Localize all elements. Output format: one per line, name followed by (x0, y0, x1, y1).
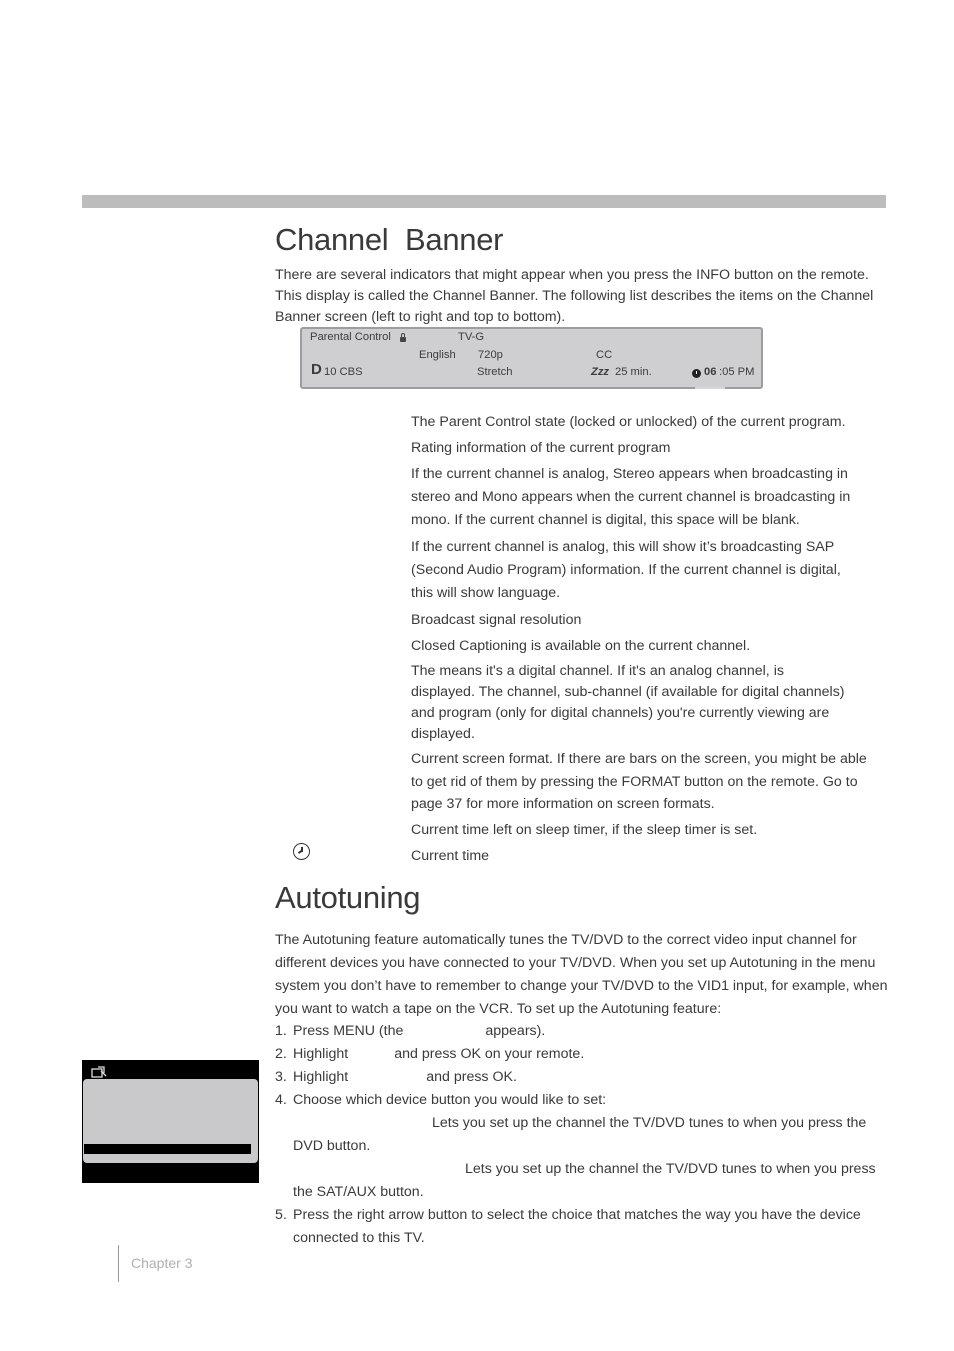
step-2: 2. Highlight and press OK on your remote. (275, 1046, 585, 1062)
channel-banner-heading: Channel Banner (275, 222, 504, 257)
sleep-icon: Zzz (591, 366, 610, 378)
footer-divider (118, 1245, 119, 1282)
step-4: 4. Choose which device button you would like to set: (275, 1092, 607, 1108)
banner-parental-control: Parental Control (310, 331, 391, 343)
desc-digital: The means it's a digital channel. If it's an analog channel, is displayed. The channel, sub-channel (if available for digital channels) and program (only for digital channels) you're currently viewing are displayed. (411, 663, 845, 742)
section-header-bar (82, 195, 886, 208)
step-5: 5. Press the right arrow button to select the choice that matches the way you have the device connected to this TV. (275, 1207, 861, 1246)
desc-cc: Closed Captioning is available on the current channel. (411, 638, 751, 654)
banner-cc: CC (596, 349, 613, 361)
banner-time-rest: :05 PM (719, 366, 755, 378)
channel-banner-intro: There are several indicators that might appear when you press the INFO button on the remote. This display is called the Channel Banner. The following list describes the items on the Channel Banner screen (left to right and top to bottom). (275, 267, 874, 325)
banner-rating: TV-G (458, 331, 485, 343)
step-3: 3. Highlight and press OK. (275, 1069, 517, 1085)
menu-highlight-row (84, 1144, 251, 1154)
lock-icon (400, 337, 406, 342)
desc-resolution: Broadcast signal resolution (411, 612, 582, 628)
autotuning-intro: The Autotuning feature automatically tunes the TV/DVD to the correct video input channel for different devices you have connected to your TV/DVD. When you set up Autotuning in the menu system you don’t have to remember to change your TV/DVD to the VID1 input, for example, when you want to watch a tape on the VCR. To set up the Autotuning feature: (275, 932, 888, 1017)
banner-underline (695, 387, 725, 389)
digital-channel-icon: D (311, 361, 322, 378)
desc-time: Current time (411, 848, 490, 864)
channel-banner-screen (300, 327, 763, 389)
step-4-dvd: Lets you set up the channel the TV/DVD tunes to when you press the DVD button. (293, 1115, 867, 1154)
banner-format: Stretch (477, 366, 513, 378)
clock-icon (293, 843, 310, 860)
setup-icon (91, 1066, 107, 1078)
desc-stereo: If the current channel is analog, Stereo appears when broadcasting in stereo and Mono appears when the current channel is broadcasting in mono. If the current channel is digital, this space will be blank. (411, 466, 851, 528)
banner-time-hour: 06 (704, 366, 717, 378)
banner-channel: 10 CBS (324, 366, 363, 378)
step-4-sat: Lets you set up the channel the TV/DVD tunes to when you press the SAT/AUX button. (293, 1161, 876, 1200)
menu-screenshot (82, 1060, 259, 1183)
desc-parental-control: The Parent Control state (locked or unlocked) of the current program. (411, 414, 846, 430)
menu-panel (83, 1079, 258, 1163)
banner-sleep-time: 25 min. (615, 366, 652, 378)
clock-icon (692, 369, 701, 378)
banner-resolution: 720p (478, 349, 503, 361)
step-1: 1. Press MENU (the appears). (275, 1023, 546, 1039)
banner-language: English (419, 349, 456, 361)
desc-sap: If the current channel is analog, this will show it’s broadcasting SAP (Second Audio Program) information. If the current channel is digital, this will show language. (411, 539, 841, 601)
footer-chapter: Chapter 3 (131, 1255, 193, 1271)
desc-format: Current screen format. If there are bars on the screen, you might be able to get rid of them by pressing the FORMAT button on the remote. Go to page 37 for more information on screen formats. (411, 751, 867, 812)
desc-sleep: Current time left on sleep timer, if the sleep timer is set. (411, 822, 758, 838)
autotuning-heading: Autotuning (275, 880, 421, 915)
desc-rating: Rating information of the current program (411, 440, 671, 456)
autotuning-steps (275, 1020, 887, 1250)
